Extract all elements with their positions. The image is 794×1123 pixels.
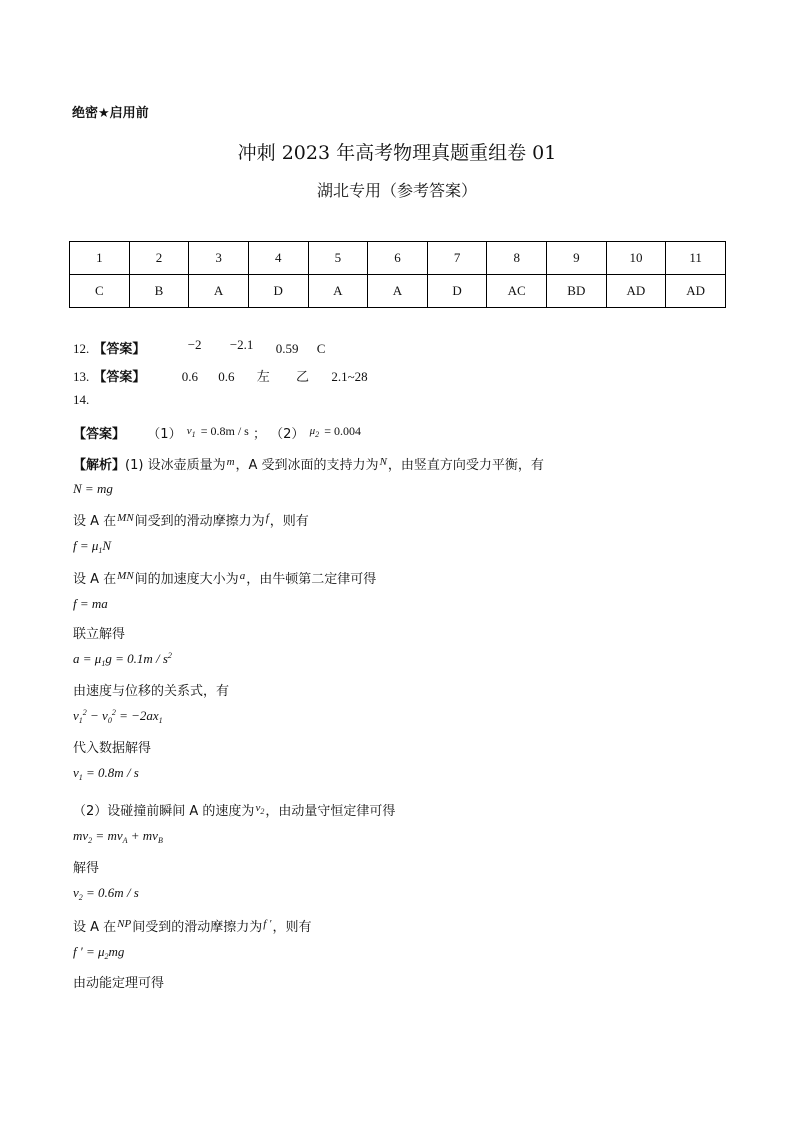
analysis-line-5: 由速度与位移的关系式，有: [73, 684, 230, 699]
q14-answer-2-value: = 0.004: [324, 424, 362, 438]
v2-symbol: v2: [255, 802, 265, 816]
text: ，由牛顿第二定律可得: [246, 572, 377, 587]
q13-number: 13.: [73, 369, 90, 384]
text: 间受到的滑动摩擦力为: [134, 514, 265, 529]
np-symbol: NP: [117, 918, 132, 930]
equation-5: $v_1^2 - v_0^2 = -2ax_1$: [73, 708, 163, 725]
question-number: 9: [547, 242, 607, 275]
answer-cell: B: [129, 275, 189, 308]
question-number: 10: [606, 242, 666, 275]
q14-answer-1-value: = 0.8m / s: [200, 424, 249, 438]
answer-cell: A: [189, 275, 249, 308]
equation-6: $v_1 = 0.8m / s$: [73, 765, 139, 782]
a-symbol: a: [239, 570, 246, 582]
answer-cell: BD: [547, 275, 607, 308]
q13-answer-line: [73, 366, 368, 385]
q14-number: 14.: [73, 392, 90, 407]
answer-cell: A: [368, 275, 428, 308]
answer-cell: D: [248, 275, 308, 308]
answer-cell: AD: [666, 275, 726, 308]
analysis-line-7: [73, 800, 395, 819]
f-symbol: f: [265, 512, 269, 524]
confidential-label: 绝密★启用前: [72, 106, 149, 121]
answer-table-answers-row: [70, 275, 726, 308]
analysis-tag: 【解析】: [73, 458, 126, 473]
equation-3: f = ma: [73, 596, 108, 611]
q12-answer-3: 0.59: [275, 341, 299, 356]
q12-answer-2: −2.1: [229, 337, 254, 352]
question-number: 1: [70, 242, 130, 275]
mu2-symbol: μ2: [309, 425, 320, 439]
text: ，A 受到冰面的支持力为: [235, 458, 379, 473]
question-number: 6: [368, 242, 428, 275]
text: 间的加速度大小为: [134, 572, 239, 587]
text: 间受到的滑动摩擦力为: [132, 920, 263, 935]
q14-answer-separator: ；: [253, 427, 267, 442]
q14-answer-line: [73, 423, 361, 442]
text: ，则有: [272, 920, 312, 935]
text: ，由竖直方向受力平衡，有: [387, 458, 544, 473]
page-subtitle: 湖北专用（参考答案）: [316, 181, 477, 200]
analysis-line-8: 解得: [73, 861, 100, 876]
q13-answer-5: 2.1~28: [331, 369, 368, 384]
text: （2）设碰撞前瞬间 A 的速度为: [73, 804, 255, 819]
q14-answer-2-label: （2）: [270, 427, 305, 442]
equation-1: N = mg: [73, 481, 113, 496]
text: (1) 设冰壶质量为: [125, 458, 226, 473]
q14-answer-tag: 【答案】: [73, 427, 126, 442]
q13-answer-tag: 【答案】: [93, 370, 146, 385]
q12-answer-line: [73, 338, 325, 357]
analysis-line-6: 代入数据解得: [73, 741, 152, 756]
question-number: 2: [129, 242, 189, 275]
text: 设 A 在: [73, 514, 117, 529]
analysis-line-10: 由动能定理可得: [73, 976, 165, 991]
equation-2: $f = \mu_1N$: [73, 538, 112, 555]
equation-4: $a = \mu_1g = 0.1m / s^2$: [73, 651, 172, 668]
page-title: 冲刺 2023 年高考物理真题重组卷 01: [237, 142, 557, 164]
question-number: 8: [487, 242, 547, 275]
text: 设 A 在: [73, 572, 117, 587]
equation-7: $mv_2 = mv_A + mv_B$: [73, 828, 163, 845]
answer-cell: C: [70, 275, 130, 308]
q14-answer-1-label: （1）: [147, 427, 182, 442]
q13-answer-2: 0.6: [218, 369, 235, 384]
analysis-line-3: [73, 568, 376, 587]
equation-8: $v_2 = 0.6m / s$: [73, 885, 139, 902]
text: 设 A 在: [73, 920, 117, 935]
question-number: 3: [189, 242, 249, 275]
q12-number: 12.: [73, 341, 90, 356]
text: ，则有: [269, 514, 309, 529]
q13-answer-3: 左: [256, 370, 270, 385]
m-symbol: m: [226, 456, 235, 468]
n-symbol: N: [379, 456, 387, 468]
answer-cell: AC: [487, 275, 547, 308]
question-number: 4: [248, 242, 308, 275]
q12-answer-tag: 【答案】: [93, 342, 146, 357]
answer-cell: A: [308, 275, 368, 308]
mn-symbol: MN: [117, 512, 134, 524]
question-number: 5: [308, 242, 368, 275]
text: ，由动量守恒定律可得: [265, 804, 396, 819]
analysis-line-4: 联立解得: [73, 627, 126, 642]
question-number: 11: [666, 242, 726, 275]
q13-answer-4: 乙: [296, 370, 310, 385]
q12-answer-1: −2: [187, 337, 202, 352]
q12-answer-4: C: [316, 341, 326, 356]
answer-table-numbers-row: [70, 242, 726, 275]
answer-cell: AD: [606, 275, 666, 308]
mn-symbol: MN: [117, 570, 134, 582]
answer-cell: D: [427, 275, 487, 308]
analysis-line-1: [73, 454, 544, 473]
q13-answer-1: 0.6: [181, 369, 198, 384]
answer-table: [69, 241, 726, 308]
f-prime-symbol: f ′: [263, 918, 272, 930]
question-number: 7: [427, 242, 487, 275]
equation-9: f ′ = $\mu_2mg$: [73, 944, 125, 961]
v1-symbol: v1: [186, 425, 196, 439]
analysis-line-2: [73, 510, 309, 529]
analysis-line-9: [73, 916, 311, 935]
